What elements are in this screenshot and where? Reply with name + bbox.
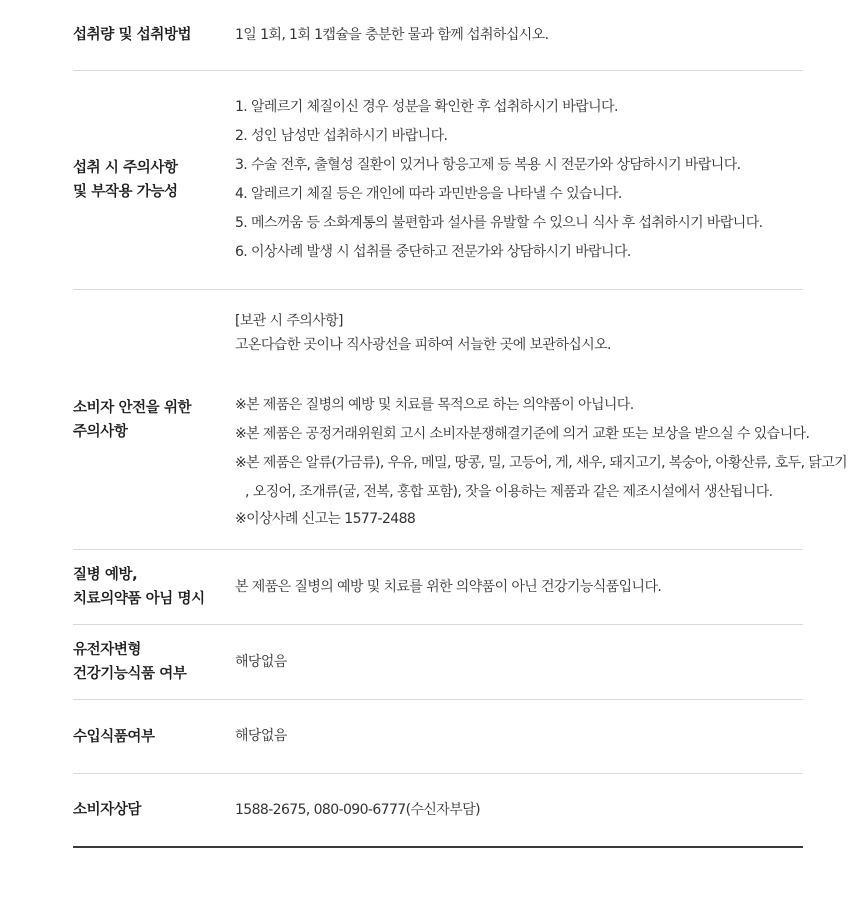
row-label-line: 건강기능식품 여부 <box>73 666 187 682</box>
safety-note: ※본 제품은 알류(가금류), 우유, 메밀, 땅콩, 밀, 고등어, 게, 새우, 돼지고기, 복숭아, 아황산류, 호두, 닭고기 <box>235 454 848 471</box>
info-row-imported <box>73 700 803 774</box>
row-label-line: 섭취 시 주의사항 <box>73 160 178 176</box>
row-label-line: 소비자상담 <box>73 802 142 818</box>
row-value <box>235 573 803 602</box>
row-label-line: 수입식품여부 <box>73 728 155 745</box>
info-row-precautions <box>73 71 803 290</box>
product-info-table <box>73 0 848 848</box>
storage-text: 고온다습한 곳이나 직사광선을 피하여 서늘한 곳에 보관하십시오. <box>235 336 611 353</box>
row-label <box>73 396 235 444</box>
storage-title: [보관 시 주의사항] <box>235 312 343 329</box>
row-label <box>73 798 235 822</box>
safety-note: ※이상사례 신고는 1577-2488 <box>235 510 416 527</box>
contact-phone: 1588-2675, 080-090-6777(수신자부담) <box>235 801 480 818</box>
row-value <box>235 648 803 677</box>
safety-note: ※본 제품은 공정거래위원회 고시 소비자분쟁해결기준에 의거 교환 또는 보상을 받으실 수 있습니다. <box>235 425 810 442</box>
intake-text: 1일 1회, 1회 1캡슐을 충분한 물과 함께 섭취하십시오. <box>235 26 549 43</box>
row-label-line: 주의사항 <box>73 423 128 440</box>
info-row-consumer-contact <box>73 774 803 848</box>
precaution-item: 3. 수술 전후, 출혈성 질환이 있거나 항응고제 등 복용 시 전문가와 상담하시기 바랍니다. <box>235 157 741 173</box>
row-label <box>73 156 235 204</box>
precaution-item: 1. 알레르기 체질이신 경우 성분을 확인한 후 섭취하시기 바랍니다. <box>235 99 618 115</box>
precaution-item: 5. 메스꺼움 등 소화계통의 불편함과 설사를 유발할 수 있으니 식사 후 섭취하시기 바랍니다. <box>235 215 763 231</box>
not-medicine-text: 본 제품은 질병의 예방 및 치료를 위한 의약품이 아닌 건강기능식품입니다. <box>235 578 662 595</box>
row-value <box>235 21 803 50</box>
precaution-item: 6. 이상사례 발생 시 섭취를 중단하고 전문가와 상담하시기 바랍니다. <box>235 244 631 260</box>
consumer-safety-text <box>235 309 847 531</box>
gmo-value: 해당없음 <box>235 653 287 670</box>
precaution-item: 2. 성인 남성만 섭취하시기 바랍니다. <box>235 128 448 144</box>
row-label <box>73 725 235 749</box>
safety-note: ※본 제품은 질병의 예방 및 치료를 목적으로 하는 의약품이 아닙니다. <box>235 396 634 413</box>
row-label-line: 치료의약품 아님 명시 <box>73 591 205 607</box>
row-value <box>235 722 803 751</box>
precautions-list <box>235 93 803 267</box>
row-value <box>235 796 803 825</box>
safety-note-continued: , 오징어, 조개류(굴, 전복, 홍합 포함), 잣을 이용하는 제품과 같은 제조시설에서 생산됩니다. <box>245 483 773 500</box>
info-row-not-medicine <box>73 550 803 625</box>
row-label <box>73 23 235 47</box>
info-row-consumer-safety <box>73 290 848 550</box>
imported-value: 해당없음 <box>235 728 287 744</box>
row-label <box>73 638 235 686</box>
spacer <box>235 357 847 391</box>
info-row-gmo <box>73 625 803 700</box>
row-label-line: 및 부작용 가능성 <box>73 184 178 200</box>
row-label-line: 소비자 안전을 위한 <box>73 399 192 416</box>
row-label-line: 질병 예방, <box>73 567 138 583</box>
row-label <box>73 563 235 611</box>
row-label-line: 유전자변형 <box>73 642 142 658</box>
row-label-line: 섭취량 및 섭취방법 <box>73 27 192 43</box>
precaution-item: 4. 알레르기 체질 등은 개인에 따라 과민반응을 나타낼 수 있습니다. <box>235 186 622 202</box>
info-row-intake <box>73 0 803 71</box>
